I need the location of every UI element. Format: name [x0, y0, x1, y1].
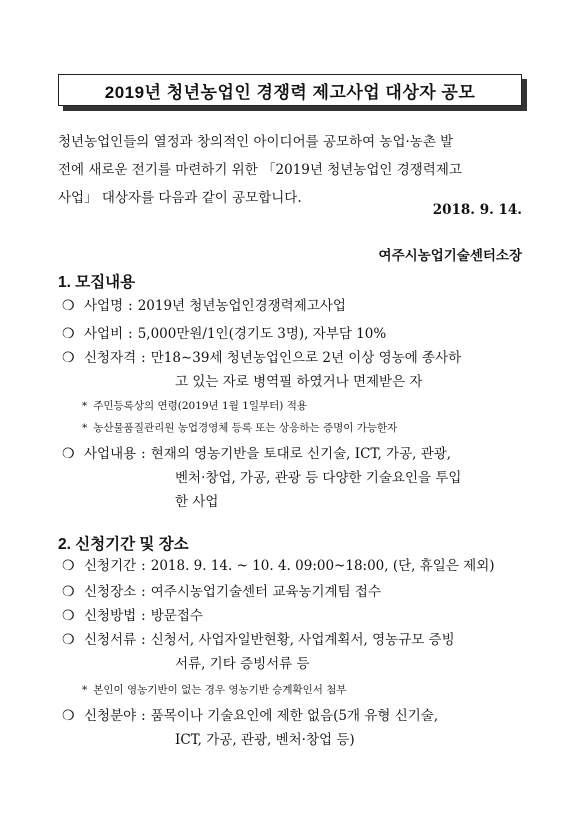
circle-bullet-icon: ❍	[62, 632, 75, 648]
list-item-budget: ❍ 사업비 : 5,000만원/1인(경기도 3명), 자부담 10%	[62, 322, 532, 346]
circle-bullet-icon: ❍	[62, 446, 75, 462]
circle-bullet-icon: ❍	[62, 350, 75, 366]
item-value: 품목이나 기술요인에 제한 없음(5개 유형 신기술,	[150, 708, 439, 724]
list-item-application-documents: ❍ 신청서류 : 신청서, 사업자일반현황, 사업계획서, 영농규모 증빙 서류, 기타 증빙서류 등	[62, 628, 532, 676]
list-item-project-name: ❍ 사업명 : 2019년 청년농업인경쟁력제고사업	[62, 294, 532, 318]
item-label: 사업명	[84, 298, 124, 314]
item-label: 신청서류	[84, 632, 137, 648]
intro-line: 전에 새로운 전기를 마련하기 위한 「2019년 청년농업인 경쟁력제고	[58, 162, 462, 178]
item-value: 현재의 영농기반을 토대로 신기술, ICT, 가공, 관광,	[150, 446, 452, 462]
intro-line: 청년농업인들의 열정과 창의적인 아이디어를 공모하여 농업·농촌 발	[58, 134, 454, 150]
item-value-continued: 고 있는 자로 병역필 하였거나 면제받은 자	[175, 374, 423, 390]
item-label: 사업비	[84, 326, 124, 342]
circle-bullet-icon: ❍	[62, 584, 75, 600]
issuer-name: 여주시농업기술센터소장	[378, 248, 522, 264]
item-label: 신청분야	[84, 708, 137, 724]
intro-line: 사업」 대상자를 다음과 같이 공모합니다.	[58, 190, 302, 206]
item-value-continued: ICT, 가공, 관광, 벤처·창업 등)	[175, 732, 355, 748]
note-succession	[82, 682, 532, 698]
circle-bullet-icon: ❍	[62, 708, 75, 724]
section-heading-application: 2. 신청기간 및 장소	[58, 536, 189, 553]
note-text: 농산물품질관리원 농업경영체 등록 또는 상응하는 증명이 가능한자	[93, 422, 398, 434]
note-text: 주민등록상의 연령(2019년 1월 1일부터) 적용	[93, 400, 308, 412]
note-registration	[82, 420, 532, 436]
item-value: 방문접수	[150, 608, 203, 624]
item-value: 5,000만원/1인(경기도 3명), 자부담 10%	[137, 326, 387, 342]
list-item-application-period: ❍ 신청기간 : 2018. 9. 14. ~ 10. 4. 09:00~18:00, (단, 휴일은 제외)	[62, 554, 532, 578]
item-value-continued: 서류, 기타 증빙서류 등	[175, 656, 310, 672]
item-label: 신청장소	[84, 584, 137, 600]
announcement-date: 2018. 9. 14.	[432, 202, 522, 218]
list-item-application-field: ❍ 신청분야 : 품목이나 기술요인에 제한 없음(5개 유형 신기술, ICT, 가공, 관광, 벤처·창업 등)	[62, 704, 532, 752]
item-value: 2019년 청년농업인경쟁력제고사업	[137, 298, 346, 314]
list-item-eligibility: ❍ 신청자격 : 만18∼39세 청년농업인으로 2년 이상 영농에 종사하 고 있는 자로 병역필 하였거나 면제받은 자	[62, 346, 532, 394]
note-mark: *	[82, 400, 88, 412]
circle-bullet-icon: ❍	[62, 608, 75, 624]
note-mark: *	[82, 684, 88, 696]
note-mark: *	[82, 422, 88, 434]
item-value: 만18∼39세 청년농업인으로 2년 이상 영농에 종사하	[150, 350, 462, 366]
circle-bullet-icon: ❍	[62, 558, 75, 574]
item-label: 신청자격	[84, 350, 137, 366]
item-value-continued: 한 사업	[175, 494, 219, 510]
item-label: 사업내용	[84, 446, 137, 462]
item-value: 여주시농업기술센터 교육농기계팀 접수	[150, 584, 382, 600]
list-item-project-content: ❍ 사업내용 : 현재의 영농기반을 토대로 신기술, ICT, 가공, 관광, 벤처·창업, 가공, 관광 등 다양한 기술요인을 투입 한 사업	[62, 442, 532, 514]
circle-bullet-icon: ❍	[62, 326, 75, 342]
item-label: 신청기간	[84, 558, 137, 574]
intro-paragraph	[58, 128, 526, 212]
note-text: 본인이 영농기반이 없는 경우 영농기반 승계확인서 첨부	[93, 684, 347, 696]
list-item-application-method: ❍ 신청방법 : 방문접수	[62, 604, 532, 628]
item-value-continued: 벤처·창업, 가공, 관광 등 다양한 기술요인을 투입	[175, 470, 462, 486]
item-value: 2018. 9. 14. ~ 10. 4. 09:00~18:00, (단, 휴일은 제외)	[150, 558, 495, 574]
list-item-application-place: ❍ 신청장소 : 여주시농업기술센터 교육농기계팀 접수	[62, 580, 532, 604]
circle-bullet-icon: ❍	[62, 298, 75, 314]
section-heading-recruitment: 1. 모집내용	[58, 274, 136, 291]
note-age	[82, 398, 532, 414]
item-label: 신청방법	[84, 608, 137, 624]
item-value: 신청서, 사업자일반현황, 사업계획서, 영농규모 증빙	[150, 632, 455, 648]
document-title: 2019년 청년농업인 경쟁력 제고사업 대상자 공모	[58, 74, 522, 106]
